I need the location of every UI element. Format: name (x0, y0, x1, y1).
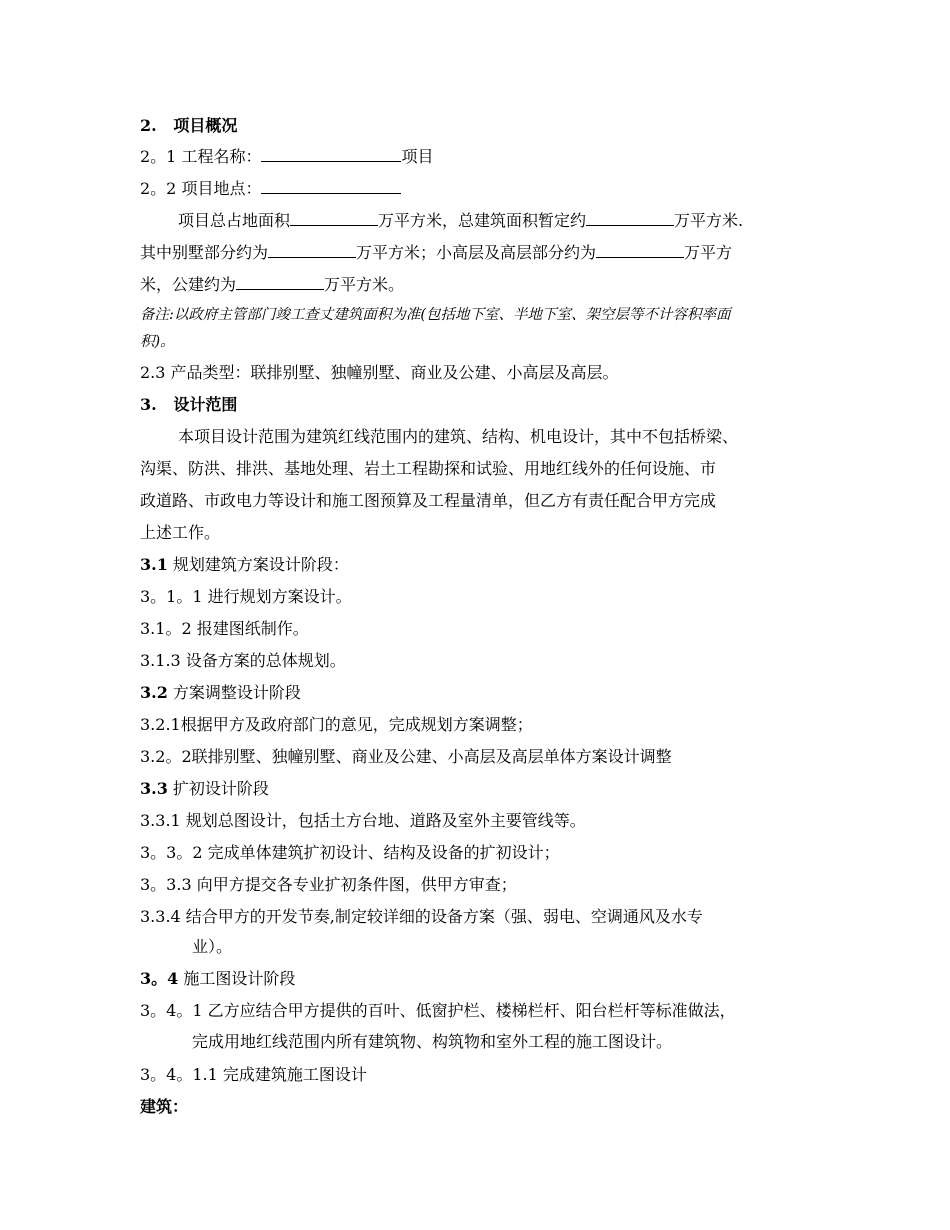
area-text: 其中别墅部分约为 (140, 243, 269, 262)
architecture-subheading: 建筑： (140, 1097, 189, 1116)
section-3-2-title: 方案调整设计阶段 (167, 683, 301, 702)
item-3-3-1: 3.3.1 规划总图设计，包括土方台地、道路及室外主要管线等。 (140, 811, 586, 830)
item-3-1-1: 3。1。1 进行规划方案设计。 (140, 587, 352, 606)
area-text: 万平方米；小高层及高层部分约为 (356, 243, 597, 262)
item-3-4-1-1: 3。4。1.1 完成建筑施工图设计 (140, 1065, 367, 1084)
item-3-3-4-line-2: 业）。 (192, 937, 233, 956)
area-text: 米，公建约为 (140, 275, 237, 294)
section-2-number: 2. (140, 116, 157, 135)
area-text: 万平方米，总建筑面积暂定约 (378, 211, 587, 230)
item-3-2-2: 3.2。2联排别墅、独幢别墅、商业及公建、小高层及高层单体方案设计调整 (140, 747, 672, 766)
item-3-4-1-line-1: 3。4。1 乙方应结合甲方提供的百叶、低窗护栏、楼梯栏杆、阳台栏杆等标准做法， (140, 1001, 736, 1020)
section-3-title: 设计范围 (173, 395, 238, 414)
scope-paragraph-line-2: 沟渠、防洪、排洪、基地处理、岩土工程勘探和试验、用地红线外的任何设施、市 (140, 459, 717, 478)
section-3-4-heading (140, 969, 295, 989)
item-3-1-3: 3.1.3 设备方案的总体规划。 (140, 651, 346, 670)
area-line-3 (140, 275, 404, 295)
note-line-1: 备注:以政府主管部门竣工查丈建筑面积为准(包括地下室、半地下室、架空层等不计容积率面 (140, 307, 731, 323)
project-name-line (140, 147, 433, 167)
section-3-4-title: 施工图设计阶段 (178, 969, 296, 988)
project-location-line (140, 179, 401, 199)
total-floor-area-blank (586, 211, 674, 226)
total-land-area-blank (290, 211, 378, 226)
section-3-3-heading (140, 779, 269, 799)
scope-paragraph-line-4: 上述工作。 (140, 523, 221, 542)
section-3-3-number: 3.3 (140, 779, 168, 798)
section-3-2-heading (140, 683, 301, 703)
area-text: 万平方米. (674, 211, 744, 230)
scope-paragraph-line-1: 本项目设计范围为建筑红线范围内的建筑、结构、机电设计，其中不包括桥梁、 (178, 427, 739, 446)
item-3-1-2: 3.1。2 报建图纸制作。 (140, 619, 309, 638)
project-name-suffix: 项目 (401, 147, 434, 166)
project-name-blank (261, 147, 401, 162)
scope-paragraph-line-3: 政道路、市政电力等设计和施工图预算及工程量清单，但乙方有责任配合甲方完成 (140, 491, 717, 510)
product-type-line: 2.3 产品类型：联排别墅、独幢别墅、商业及公建、小高层及高层。 (140, 363, 619, 382)
area-text: 万平方 (684, 243, 733, 262)
section-3-2-number: 3.2 (140, 683, 168, 702)
section-3-1-title: 规划建筑方案设计阶段： (167, 555, 349, 574)
project-name-label: 2。1 工程名称： (140, 147, 262, 166)
section-3-3-title: 扩初设计阶段 (167, 779, 269, 798)
area-line-2 (140, 243, 732, 263)
villa-area-blank (268, 243, 356, 258)
item-3-3-3: 3。3.3 向甲方提交各专业扩初条件图，供甲方审查； (140, 875, 517, 894)
area-text: 万平方米。 (324, 275, 405, 294)
highrise-area-blank (596, 243, 684, 258)
project-location-label: 2。2 项目地点： (140, 179, 262, 198)
item-3-4-1-line-2: 完成用地红线范围内所有建筑物、构筑物和室外工程的施工图设计。 (192, 1032, 673, 1051)
item-3-3-4-line-1: 3.3.4 结合甲方的开发节奏,制定较详细的设备方案（强、弱电、空调通风及水专 (140, 907, 703, 926)
area-line-1 (178, 211, 743, 231)
public-building-area-blank (236, 275, 324, 290)
item-3-3-2: 3。3。2 完成单体建筑扩初设计、结构及设备的扩初设计； (140, 843, 560, 862)
section-3-heading (140, 395, 237, 415)
section-3-1-heading (140, 555, 349, 575)
section-2-heading (140, 116, 237, 136)
section-3-number: 3. (140, 395, 157, 414)
note-line-2: 积)。 (140, 334, 175, 350)
item-3-2-1: 3.2.1根据甲方及政府部门的意见，完成规划方案调整； (140, 715, 533, 734)
project-location-blank (261, 179, 401, 194)
area-text: 项目总占地面积 (178, 211, 291, 230)
section-2-title: 项目概况 (173, 116, 238, 135)
section-3-4-number: 3。4 (140, 969, 179, 988)
section-3-1-number: 3.1 (140, 555, 168, 574)
